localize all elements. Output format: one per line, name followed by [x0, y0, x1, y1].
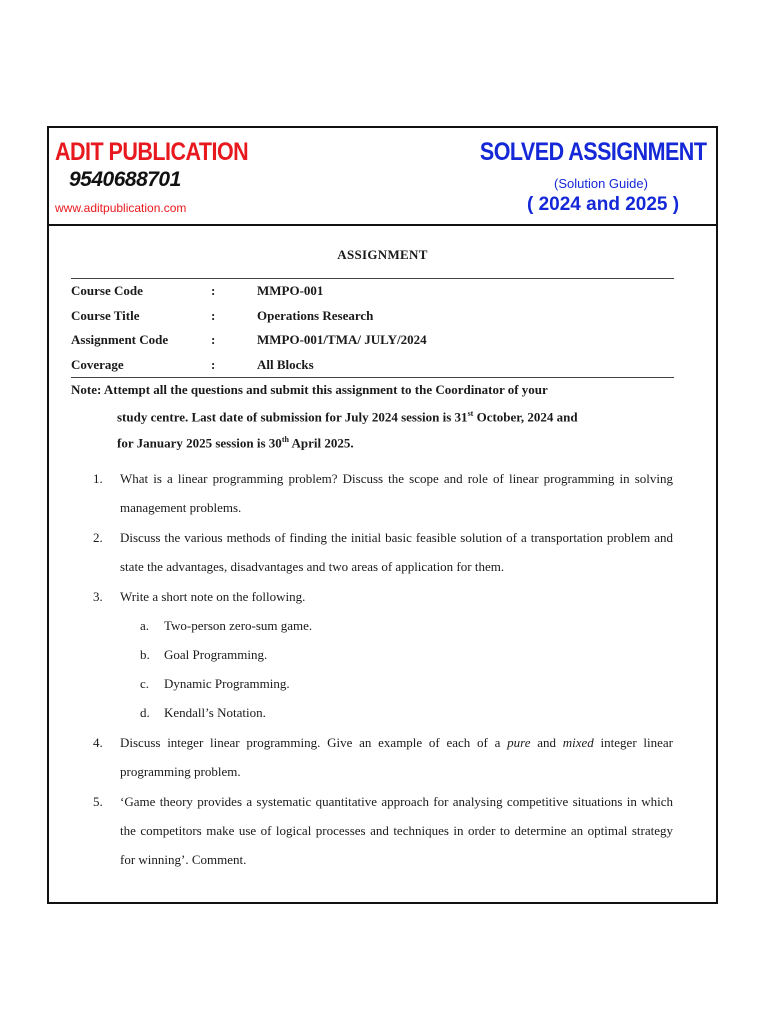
meta-colon: : — [211, 283, 216, 299]
session-years: ( 2024 and 2025 ) — [527, 194, 680, 215]
emphasis-mixed: mixed — [562, 735, 594, 750]
meta-row-coverage — [71, 353, 674, 378]
question-text: Discuss the various methods of finding the initial basic feasible solution of a transportation problem and state the advantages, disadvantages and two areas of application for them. — [120, 530, 673, 574]
phone-number: 9540688701 — [69, 168, 181, 191]
meta-key: Assignment Code — [71, 332, 169, 348]
note-text: study centre. Last date of submission for July 2024 session is 31 — [117, 408, 468, 424]
question-text-part: integer linear programming problem. — [120, 735, 673, 779]
question-number: 3. — [93, 589, 103, 604]
solved-assignment-title: SOLVED ASSIGNMENT — [479, 138, 706, 166]
sub-question-letter: b. — [140, 647, 150, 662]
sub-question-text: Two-person zero-sum game. — [164, 618, 313, 633]
solution-guide-label: (Solution Guide) — [554, 176, 648, 191]
note-text: for January 2025 session is 30 — [117, 435, 282, 451]
meta-colon: : — [211, 356, 216, 372]
sub-question-letter: d. — [140, 705, 150, 720]
question-text: What is a linear programming problem? Discuss the scope and role of linear programming in solving management problems. — [120, 471, 673, 515]
question-number: 2. — [93, 530, 103, 545]
sub-question-item — [93, 669, 673, 698]
ordinal-suffix: st — [467, 408, 474, 418]
emphasis-pure: pure — [507, 735, 531, 750]
question-list — [93, 464, 673, 874]
document-frame — [47, 126, 718, 904]
submission-note — [71, 378, 676, 455]
meta-value: Operations Research — [257, 307, 374, 323]
question-item — [93, 464, 673, 522]
sub-question-item — [93, 698, 673, 727]
meta-value: MMPO-001 — [257, 283, 324, 299]
question-text-part: Discuss integer linear programming. Give an example of each of a — [120, 735, 508, 750]
question-item — [93, 523, 673, 581]
question-number: 5. — [93, 794, 103, 809]
note-line: Note: Attempt all the questions and submit this assignment to the Coordinator of your — [71, 382, 548, 397]
note-line — [71, 428, 676, 455]
question-text: Write a short note on the following. — [120, 589, 306, 604]
sub-question-text: Kendall’s Notation. — [164, 705, 266, 720]
page-title: ASSIGNMENT — [337, 247, 428, 262]
publisher-header — [49, 128, 716, 226]
meta-key: Course Code — [71, 283, 143, 299]
note-text: October, 2024 and — [473, 408, 578, 424]
website-url: www.aditpublication.com — [55, 201, 187, 215]
question-number: 4. — [93, 735, 103, 750]
meta-key: Course Title — [71, 307, 140, 323]
note-text: April 2025. — [288, 435, 354, 451]
question-item — [93, 787, 673, 874]
sub-question-text: Goal Programming. — [164, 647, 268, 662]
sub-question-letter: a. — [140, 618, 150, 633]
sub-question-letter: c. — [140, 676, 150, 691]
question-number: 1. — [93, 471, 103, 486]
meta-colon: : — [211, 332, 216, 348]
brand-name: ADIT PUBLICATION — [55, 138, 249, 166]
meta-colon: : — [211, 307, 216, 323]
sub-question-item — [93, 640, 673, 669]
meta-value: All Blocks — [257, 356, 314, 372]
meta-row-course-title — [71, 304, 674, 329]
question-item — [93, 582, 673, 611]
sub-question-item — [93, 611, 673, 640]
note-line — [71, 402, 676, 429]
question-item — [93, 728, 673, 786]
ordinal-suffix: th — [281, 435, 289, 445]
meta-value: MMPO-001/TMA/ JULY/2024 — [257, 332, 427, 348]
question-text: ‘Game theory provides a systematic quantitative approach for analysing competitive situations in which the competitors make use of logical processes and techniques in order to determine an optimal strategy for winning’. Comment. — [120, 794, 673, 867]
meta-row-assignment-code — [71, 328, 674, 353]
meta-row-course-code — [71, 279, 674, 304]
question-text — [120, 728, 673, 786]
sub-question-text: Dynamic Programming. — [164, 676, 290, 691]
meta-key: Coverage — [71, 356, 124, 372]
question-text-part: and — [530, 735, 563, 750]
course-details-table — [71, 278, 674, 378]
